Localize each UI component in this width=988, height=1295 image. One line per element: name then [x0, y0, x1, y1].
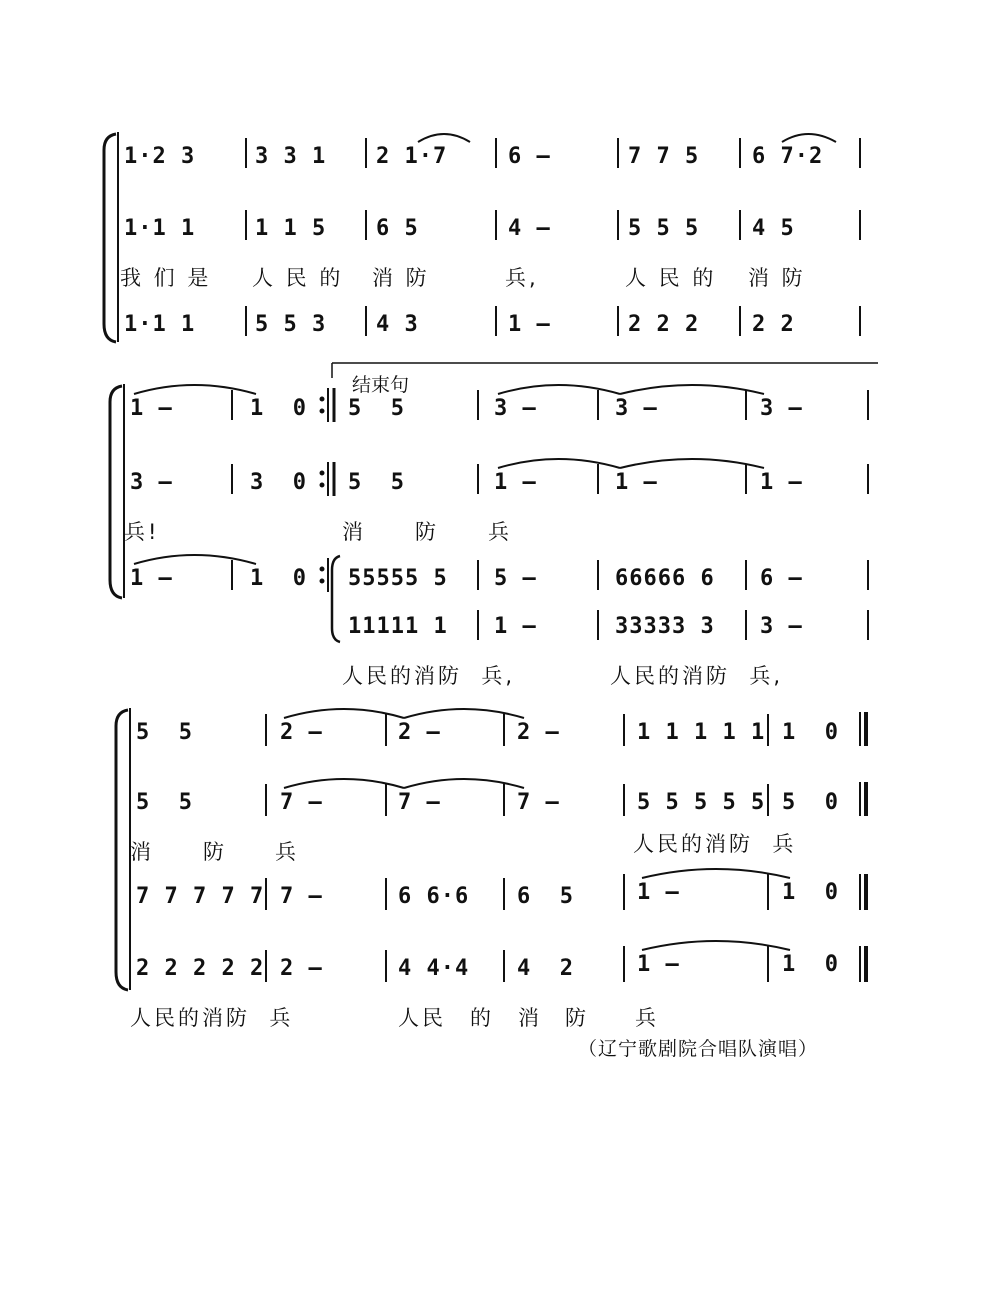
s1-lyric-3: 消 防 — [372, 266, 430, 290]
s3-v4-m3: 4 4·4 — [398, 956, 470, 981]
s3-v3-m2: 7 – — [280, 884, 323, 909]
s1-v2-m2: 1 1 5 — [255, 216, 327, 241]
s2-v3b-m1: 11111 1 — [348, 614, 448, 639]
s1-lyric-6: 消 防 — [748, 266, 806, 290]
tie-s2-v2-b — [620, 459, 764, 468]
tie-s2-v1-b — [498, 385, 620, 394]
tie-s3-v2-b — [404, 779, 524, 788]
s3-v2-m3: 7 – — [398, 790, 441, 815]
s2-lyric-3: 防 — [415, 520, 439, 544]
s2-v3-m2: 1 0 — [250, 566, 307, 591]
s3-v1-m2: 2 – — [280, 720, 323, 745]
s2-v2-m2: 3 0 — [250, 470, 307, 495]
ending-section-label: 结束句 — [352, 374, 410, 396]
s3-lyric-10: 兵 — [635, 1006, 659, 1030]
system2-brace — [110, 386, 122, 598]
inner-brace — [332, 556, 340, 642]
s1-v3-m2: 5 5 3 — [255, 312, 327, 337]
s2-v1-m5: 3 – — [615, 396, 658, 421]
system2-lines — [110, 363, 878, 642]
s1-v2-m5: 5 5 5 — [628, 216, 700, 241]
s2-v2-m5: 1 – — [615, 470, 658, 495]
s3-v2-m6: 5 0 — [782, 790, 839, 815]
s1-lyric-2: 人 民 的 — [252, 266, 344, 290]
s3-lyric-2: 防 — [203, 840, 227, 864]
tie-s3-v1-b — [404, 709, 524, 718]
s3-v4-m5: 1 – — [637, 952, 680, 977]
s1-v1-m5: 7 7 5 — [628, 144, 700, 169]
s2-v2-m4: 1 – — [494, 470, 537, 495]
s1-v3-m1: 1·1 1 — [124, 312, 196, 337]
s3-v4-m2: 2 – — [280, 956, 323, 981]
s2-v3b-m2: 1 – — [494, 614, 537, 639]
s1-v3-m4: 1 – — [508, 312, 551, 337]
s1-lyric-5: 人 民 的 — [625, 266, 717, 290]
s1-v1-m1: 1·2 3 — [124, 144, 196, 169]
s2-v3-m1: 1 – — [130, 566, 173, 591]
s3-v3-m1: 7 7 7 7 7 — [136, 884, 265, 909]
s1-lyric-1: 我 们 是 — [120, 266, 212, 290]
s2-lyric-4: 兵 — [488, 520, 512, 544]
s1-v3-m3: 4 3 — [376, 312, 419, 337]
s2-v2-m3: 5 5 — [348, 470, 405, 495]
system3-lines — [116, 708, 866, 990]
s2-v1-m2: 1 0 — [250, 396, 307, 421]
s1-v1-m4: 6 – — [508, 144, 551, 169]
s3-v3-m3: 6 6·6 — [398, 884, 470, 909]
system1-lines — [104, 132, 860, 342]
tie-s2-v3 — [134, 555, 256, 564]
tie-s2-v1-a — [134, 385, 256, 394]
s3-v1-m3: 2 – — [398, 720, 441, 745]
s3-v1-m1: 5 5 — [136, 720, 193, 745]
s2-lyric-1: 兵! — [124, 520, 160, 544]
s3-v4-m4: 4 2 — [517, 956, 574, 981]
s3-v3-m6: 1 0 — [782, 880, 839, 905]
s3-v2-m2: 7 – — [280, 790, 323, 815]
s2-v1-m6: 3 – — [760, 396, 803, 421]
s2-v1-m1: 1 – — [130, 396, 173, 421]
s2-v3a-m3: 66666 6 — [615, 566, 715, 591]
performer-credit: （辽宁歌剧院合唱队演唱） — [578, 1038, 819, 1060]
s3-v2-m5: 5 5 5 5 5 — [637, 790, 766, 815]
s3-lyric-8: 消 — [518, 1006, 542, 1030]
s2-lyric-5: 人民的消防 兵, — [342, 664, 516, 688]
s1-v1-m3: 2 1·7 — [376, 144, 448, 169]
s3-v4-m1: 2 2 2 2 2 — [136, 956, 265, 981]
s1-v2-m4: 4 – — [508, 216, 551, 241]
s3-v4-m6: 1 0 — [782, 952, 839, 977]
s2-lyric-6: 人民的消防 兵, — [610, 664, 784, 688]
s3-v2-m1: 5 5 — [136, 790, 193, 815]
s1-lyric-4: 兵, — [505, 266, 539, 290]
s3-v1-m5: 1 1 1 1 1 — [637, 720, 766, 745]
s2-v3a-m4: 6 – — [760, 566, 803, 591]
s2-v1-m3: 5 5 — [348, 396, 405, 421]
tie-s1-m3 — [418, 134, 470, 142]
s3-v1-m4: 2 – — [517, 720, 560, 745]
s1-v2-m1: 1·1 1 — [124, 216, 196, 241]
s3-v1-m6: 1 0 — [782, 720, 839, 745]
s2-v1-m4: 3 – — [494, 396, 537, 421]
s1-v2-m6: 4 5 — [752, 216, 795, 241]
s2-v3a-m2: 5 – — [494, 566, 537, 591]
tie-s2-v1-c — [620, 385, 764, 394]
s1-v1-m6: 6 7·2 — [752, 144, 824, 169]
s1-v3-m6: 2 2 — [752, 312, 795, 337]
s2-v2-m1: 3 – — [130, 470, 173, 495]
s2-lyric-2: 消 — [342, 520, 366, 544]
s1-v3-m5: 2 2 2 — [628, 312, 700, 337]
tie-s1-m6 — [782, 134, 836, 142]
s2-v3b-m3: 33333 3 — [615, 614, 715, 639]
s3-lyric-4: 人民的消防 兵 — [633, 832, 797, 856]
s2-v2-m6: 1 – — [760, 470, 803, 495]
s3-lyric-1: 消 — [130, 840, 154, 864]
s1-v1-m2: 3 3 1 — [255, 144, 327, 169]
s3-lyric-6: 人民 — [398, 1006, 446, 1030]
s3-lyric-5: 人民的消防 兵 — [130, 1006, 294, 1030]
s1-v2-m3: 6 5 — [376, 216, 419, 241]
s3-lyric-9: 防 — [565, 1006, 589, 1030]
s2-v3a-m1: 55555 5 — [348, 566, 448, 591]
s2-v3b-m4: 3 – — [760, 614, 803, 639]
s3-lyric-3: 兵 — [275, 840, 299, 864]
s3-v3-m4: 6 5 — [517, 884, 574, 909]
system3-brace — [116, 710, 128, 990]
system1-brace — [104, 134, 116, 342]
s3-v2-m4: 7 – — [517, 790, 560, 815]
s3-lyric-7: 的 — [470, 1006, 494, 1030]
tie-s2-v2-a — [498, 459, 620, 468]
s3-v3-m5: 1 – — [637, 880, 680, 905]
